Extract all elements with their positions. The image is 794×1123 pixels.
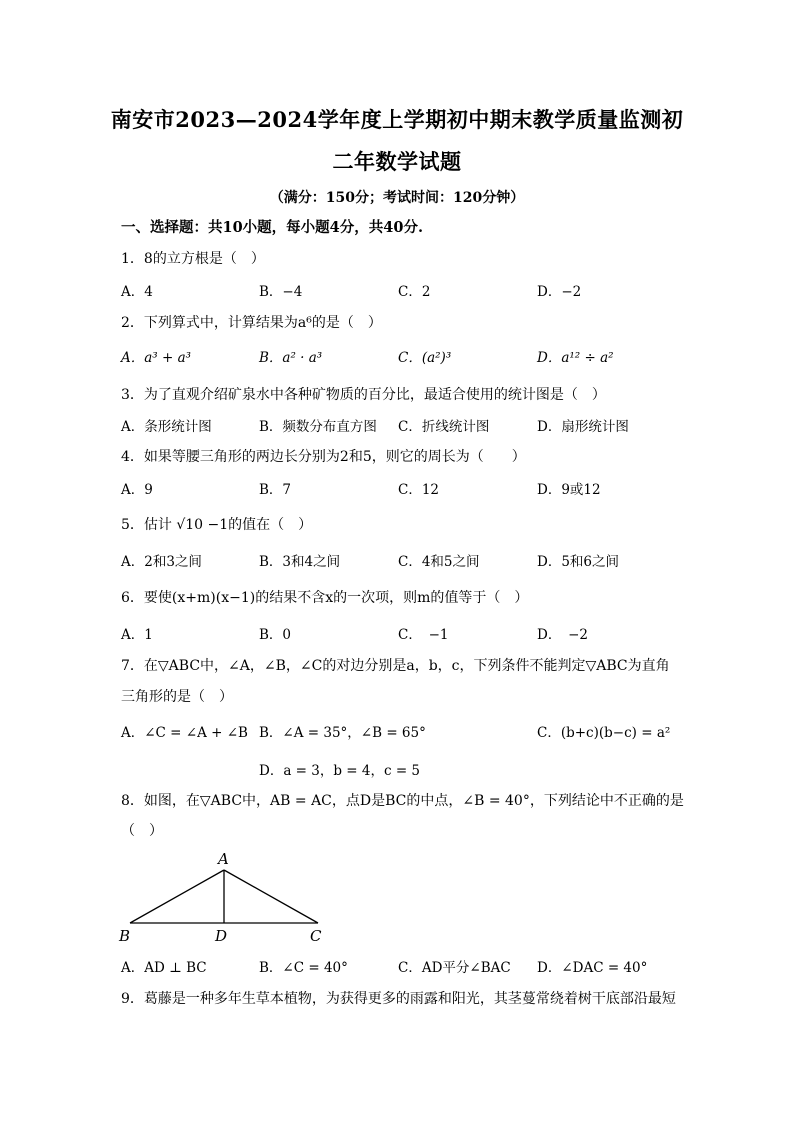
- question-6-option-d: D． −2: [537, 627, 588, 643]
- question-7-option-c: C．(b+c)(b−c) = a²: [537, 725, 671, 741]
- vertex-a-label: A: [218, 850, 229, 868]
- question-1-stem: 1．8的立方根是（ ）: [121, 251, 265, 267]
- question-9-stem: 9．葛藤是一种多年生草本植物，为获得更多的雨露和阳光，其茎蔓常绕着树干底部沿最短: [121, 991, 676, 1007]
- question-2-option-d: D．a¹² ÷ a²: [537, 350, 614, 366]
- question-4-option-a: A．9: [121, 482, 153, 498]
- triangle-figure: [110, 846, 340, 946]
- question-8-option-c: C．AD平分∠BAC: [398, 960, 511, 976]
- question-7-option-d: D．a = 3，b = 4，c = 5: [259, 763, 421, 779]
- question-2-stem: 2．下列算式中，计算结果为a⁶的是（ ）: [121, 315, 382, 331]
- question-7-stem-line1: 7．在▽ABC中，∠A，∠B，∠C的对边分别是a，b，c，下列条件不能判定▽ABC为直角: [121, 658, 670, 674]
- section-heading: 一、选择题：共10小题，每小题4分，共40分.: [121, 219, 423, 236]
- question-8-stem-line2: （ ）: [121, 823, 163, 839]
- question-8-stem-line1: 8．如图，在▽ABC中，AB = AC，点D是BC的中点，∠B = 40°，下列结论中不正确的是: [121, 793, 684, 809]
- exam-title-line2: 二年数学试题: [332, 149, 462, 174]
- question-7-stem-line2: 三角形的是（ ）: [121, 689, 233, 705]
- question-5-stem: 5．估计 √10 −1的值在（ ）: [121, 517, 313, 533]
- question-3-option-c: C．折线统计图: [398, 419, 490, 435]
- vertex-b-label: B: [119, 927, 131, 945]
- question-4-option-c: C．12: [398, 482, 440, 498]
- point-d-label: D: [215, 927, 228, 945]
- question-5-option-c: C．4和5之间: [398, 554, 480, 570]
- question-3-option-d: D．扇形统计图: [537, 419, 629, 435]
- question-5-option-b: B．3和4之间: [259, 554, 341, 570]
- exam-title-line1: 南安市2023—2024学年度上学期初中期末教学质量监测初: [110, 107, 684, 132]
- question-4-option-b: B．7: [259, 482, 292, 498]
- vertex-c-label: C: [310, 927, 322, 945]
- question-1-option-b: B．−4: [259, 284, 303, 300]
- question-3-option-b: B．频数分布直方图: [259, 419, 377, 435]
- question-3-option-a: A．条形统计图: [121, 419, 212, 435]
- question-2-option-c: C．(a²)³: [398, 350, 452, 366]
- exam-subtitle: （满分：150分；考试时间：120分钟）: [269, 190, 525, 206]
- question-4-option-d: D．9或12: [537, 482, 601, 498]
- question-6-stem: 6．要使(x+m)(x−1)的结果不含x的一次项，则m的值等于（ ）: [121, 590, 529, 606]
- question-3-stem: 3．为了直观介绍矿泉水中各种矿物质的百分比，最适合使用的统计图是（ ）: [121, 387, 606, 403]
- question-8-option-b: B．∠C = 40°: [259, 960, 348, 976]
- question-2-option-a: A．a³ + a³: [121, 350, 192, 366]
- question-6-option-c: C． −1: [398, 627, 449, 643]
- question-5-option-d: D．5和6之间: [537, 554, 620, 570]
- question-1-option-c: C．2: [398, 284, 431, 300]
- segment-ab: [130, 870, 224, 923]
- question-7-option-b: B．∠A = 35°，∠B = 65°: [259, 725, 426, 741]
- question-6-option-a: A．1: [121, 627, 153, 643]
- question-8-option-d: D．∠DAC = 40°: [537, 960, 648, 976]
- question-6-option-b: B．0: [259, 627, 292, 643]
- question-5-option-a: A．2和3之间: [121, 554, 202, 570]
- segment-ac: [224, 870, 318, 923]
- question-1-option-a: A．4: [121, 284, 153, 300]
- question-2-option-b: B．a² · a³: [259, 350, 323, 366]
- question-8-option-a: A．AD ⊥ BC: [121, 960, 207, 976]
- question-4-stem: 4．如果等腰三角形的两边长分别为2和5，则它的周长为（ ）: [121, 449, 526, 465]
- question-1-option-d: D．−2: [537, 284, 582, 300]
- question-7-option-a: A．∠C = ∠A + ∠B: [121, 725, 248, 741]
